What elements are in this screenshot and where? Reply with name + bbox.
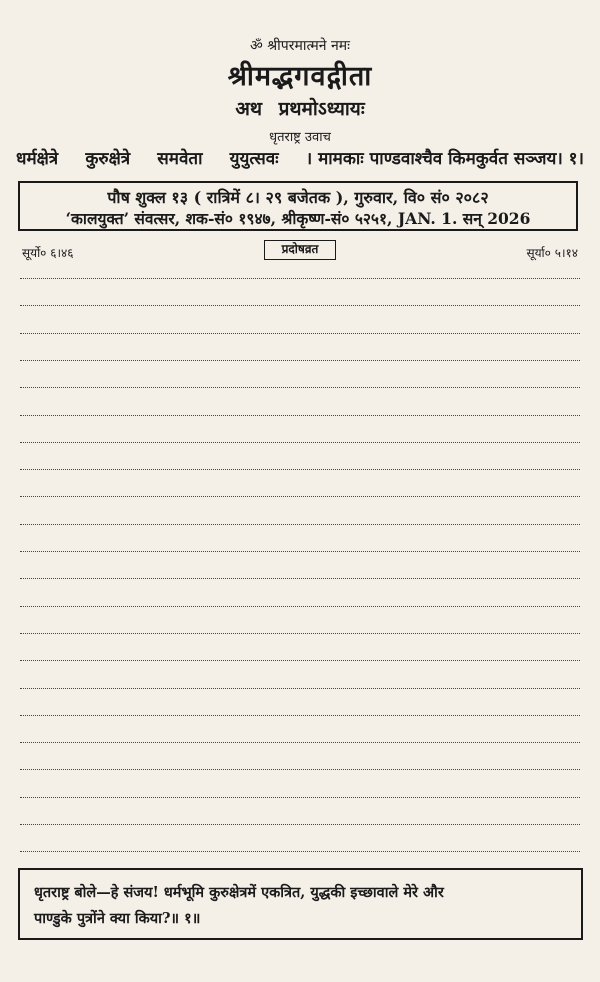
verse-word: युयुत्सवः — [229, 149, 279, 169]
writing-line[interactable] — [20, 469, 580, 470]
writing-line[interactable] — [20, 278, 580, 279]
speaker-label: धृतराष्ट्र उवाच — [269, 130, 331, 145]
writing-line[interactable] — [20, 387, 580, 388]
writing-line[interactable] — [20, 333, 580, 334]
translation-line: धृतराष्ट्र बोले—हे संजय! धर्मभूमि कुरुक्षेत्रमें एकत्रित, युद्धकी इच्छावाले मेरे और — [34, 884, 444, 901]
writing-line[interactable] — [20, 415, 580, 416]
verse-word: धर्मक्षेत्रे — [16, 149, 59, 169]
festival-badge: प्रदोषव्रत — [264, 240, 336, 260]
sanskrit-verse — [16, 146, 584, 169]
writing-line[interactable] — [20, 715, 580, 716]
writing-line[interactable] — [20, 769, 580, 770]
chapter-heading: अथ प्रथमोऽध्यायः — [235, 98, 365, 120]
sunset-time: सूर्या० ५।१४ — [526, 246, 578, 260]
writing-line[interactable] — [20, 524, 580, 525]
tithi-line: पौष शुक्ल १३ ( रात्रिमें ८। २९ बजेतक ), गुरुवार, वि० सं० २०८२ — [107, 188, 489, 207]
sunrise-time: सूर्यो० ६।४६ — [22, 246, 74, 260]
writing-line[interactable] — [20, 551, 580, 552]
translation-line: पाण्डुके पुत्रोंने क्या किया?॥ १॥ — [34, 910, 201, 927]
verse-word: । मामकाः पाण्डवाश्चैव किमकुर्वत सञ्जय। १। — [305, 149, 584, 169]
writing-line[interactable] — [20, 851, 580, 852]
invocation: ॐ श्रीपरमात्मने नमः — [250, 38, 350, 54]
writing-lines[interactable] — [20, 260, 580, 860]
writing-line[interactable] — [20, 688, 580, 689]
writing-line[interactable] — [20, 660, 580, 661]
writing-line[interactable] — [20, 742, 580, 743]
writing-line[interactable] — [20, 442, 580, 443]
writing-line[interactable] — [20, 824, 580, 825]
writing-line[interactable] — [20, 360, 580, 361]
date-box — [18, 181, 578, 231]
translation-box — [18, 868, 583, 940]
page-title: श्रीमद्भगवद्गीता — [227, 61, 373, 92]
writing-line[interactable] — [20, 797, 580, 798]
writing-line[interactable] — [20, 496, 580, 497]
verse-word: समवेता — [157, 149, 203, 169]
verse-word: कुरुक्षेत्रे — [85, 149, 131, 169]
writing-line[interactable] — [20, 305, 580, 306]
samvat-line: ‘कालयुक्त’ संवत्सर, शक-सं० १९४७, श्रीकृष्ण-सं० ५२५१, JAN. 1. सन् 2026 — [65, 209, 531, 228]
writing-line[interactable] — [20, 606, 580, 607]
writing-line[interactable] — [20, 633, 580, 634]
writing-line[interactable] — [20, 578, 580, 579]
